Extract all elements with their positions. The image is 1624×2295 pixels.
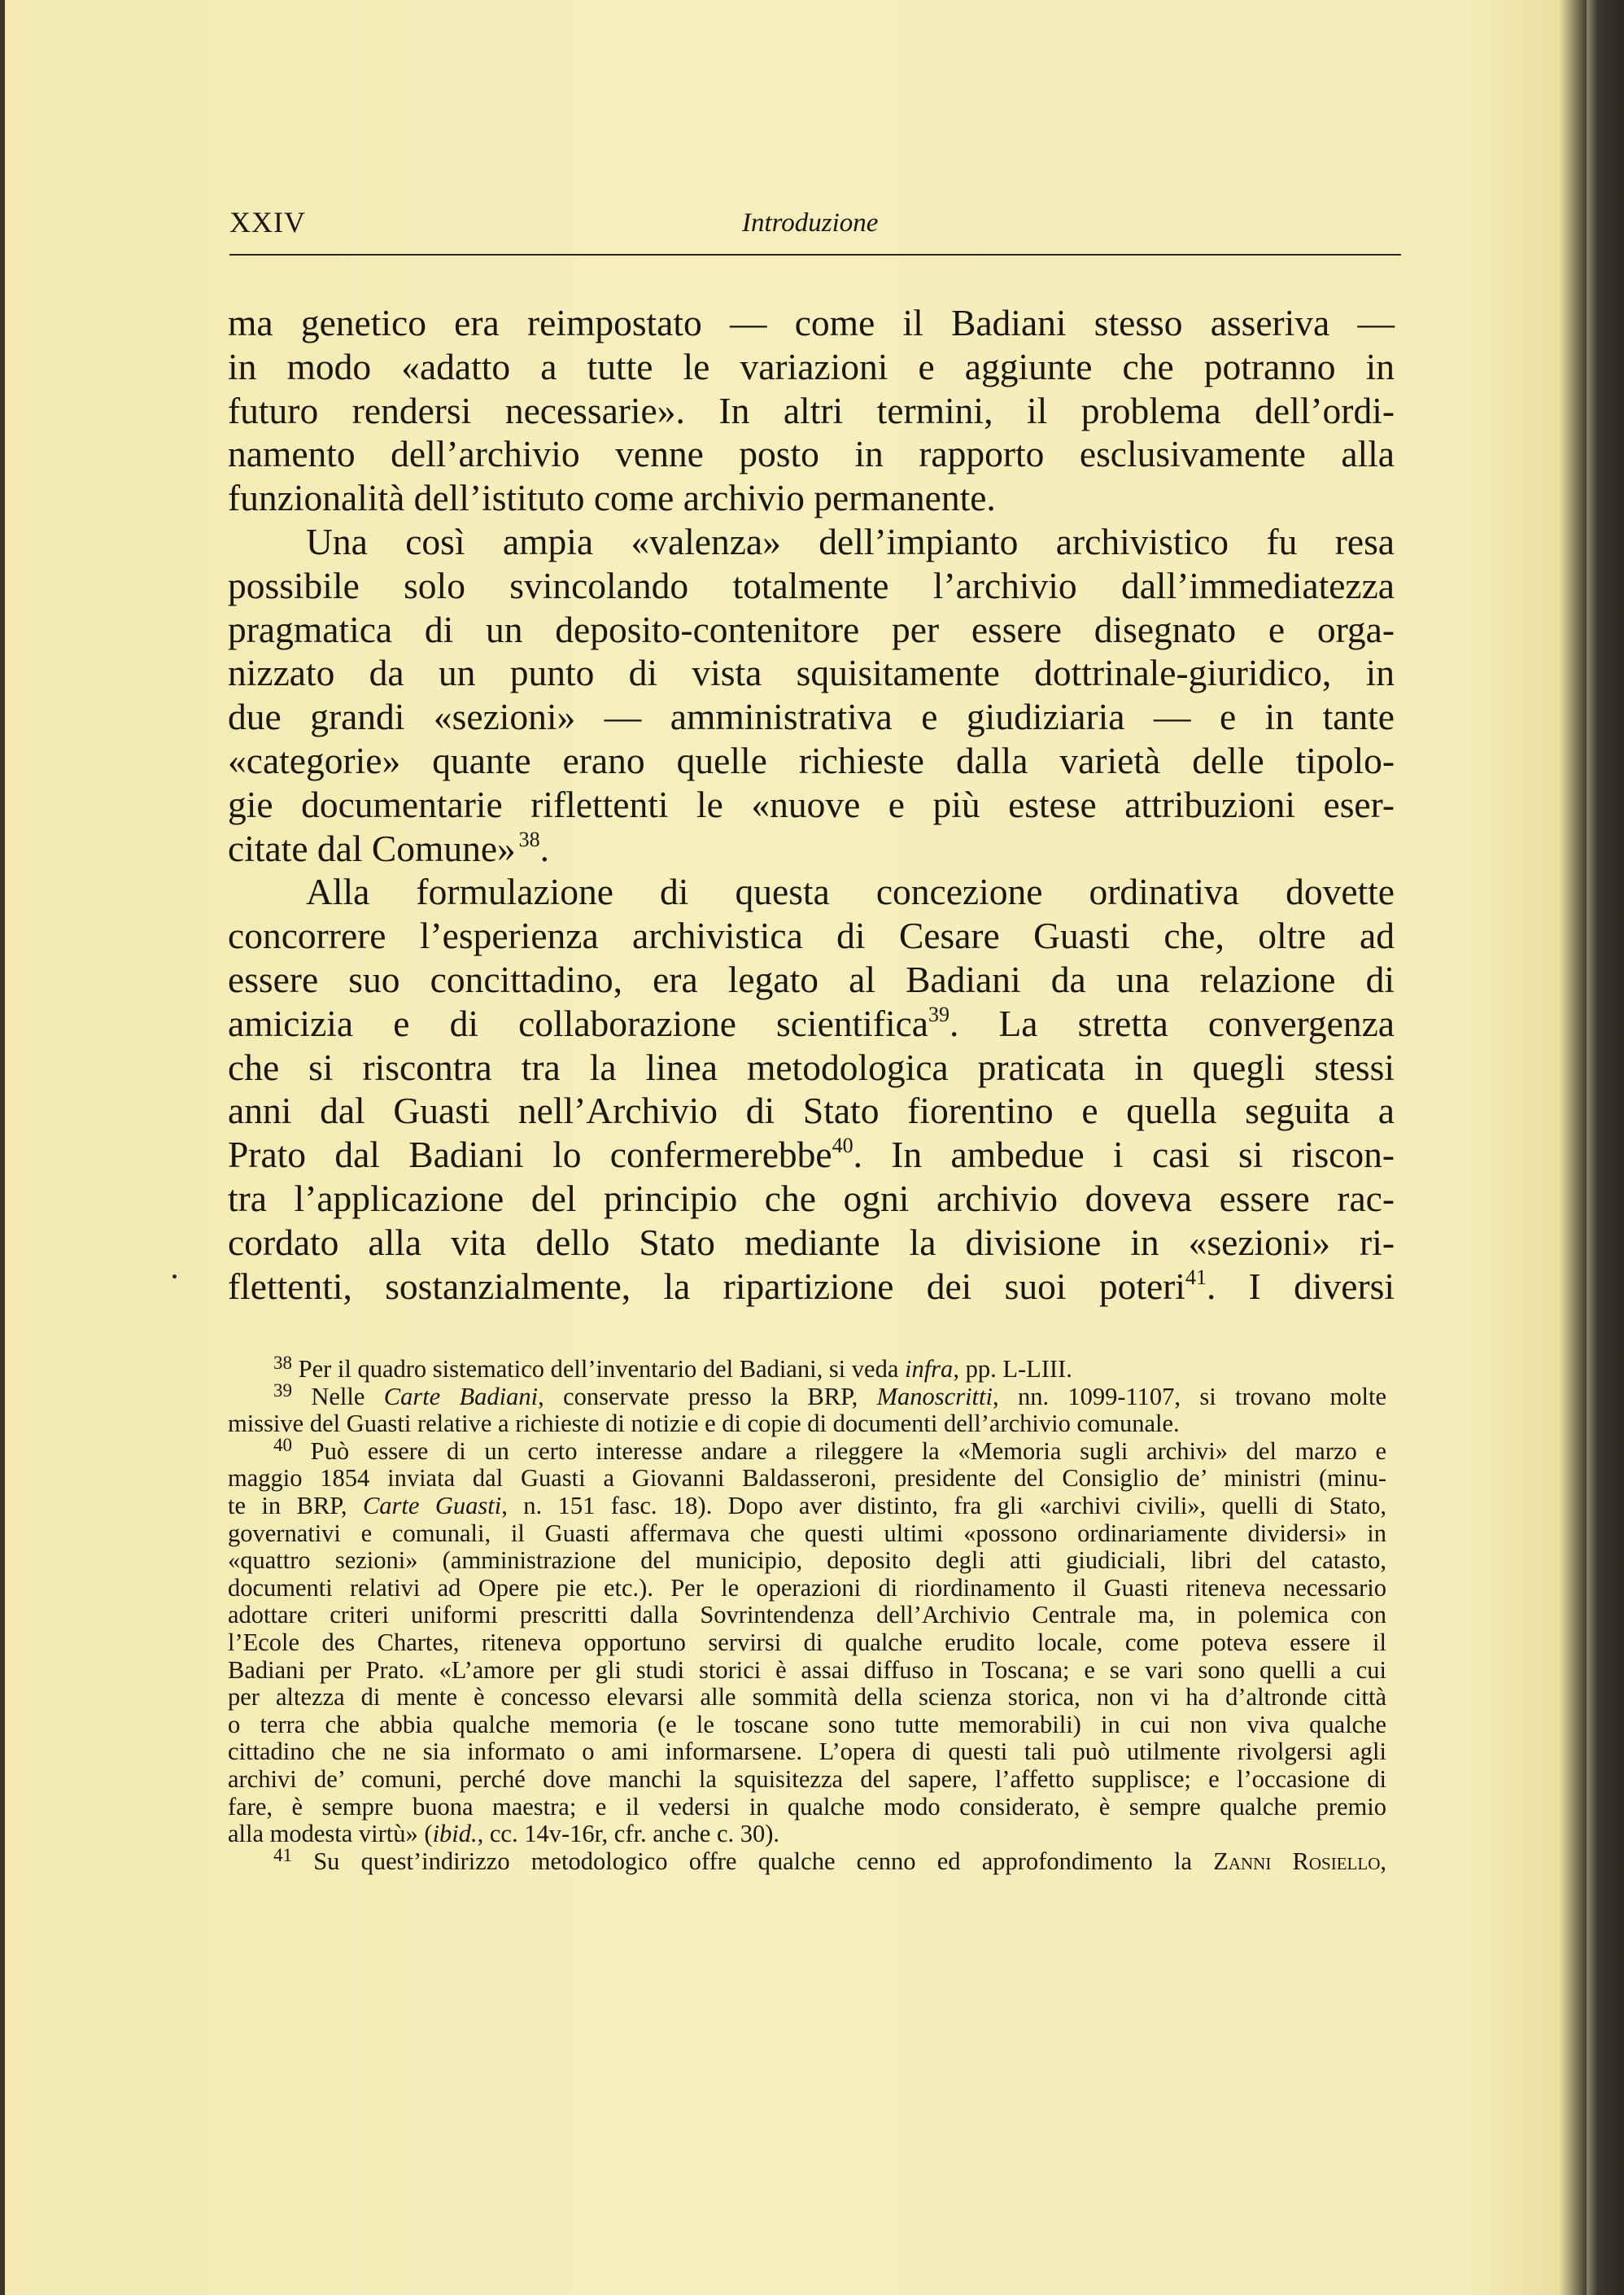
footnote-line: o terra che abbia qualche memoria (e le toscane sono tutte memorabili) in cui non viva qualche [228, 1710, 1386, 1738]
footnote-number: 39 [273, 1379, 292, 1401]
text-line: tra l’applicazione del principio che ogni archivio doveva essere rac- [228, 1177, 1395, 1219]
margin-mark [172, 1274, 177, 1279]
footnote-39: $^{39}$ Nelle Carte Badiani, conservate presso la BRP, Manoscritti, nn. 1099-1107, si trovano molte [273, 1379, 1387, 1410]
text-line: che si riscontra tra la linea metodologica praticata in quegli stessi [228, 1046, 1395, 1088]
text-line: in modo «adatto a tutte le variazioni e aggiunte che potranno in [228, 345, 1395, 387]
footnote-line: cittadino che ne sia informato o ami informarsene. L’opera di questi tali può utilmente rivolgersi agli [228, 1738, 1386, 1766]
footnote-number: 41 [273, 1844, 292, 1865]
page-header [229, 205, 1401, 256]
footnote-line: l’Ecole des Chartes, riteneva opportuno servirsi di qualche erudito locale, come poteva essere il [228, 1628, 1386, 1656]
text-line: Una così ampia «valenza» dell’impianto archivistico fu resa [306, 520, 1395, 562]
text-line: possibile solo svincolando totalmente l’archivio dall’immediatezza [228, 564, 1395, 606]
footnote-38: $^{38}$ Per il quadro sistematico dell’inventario del Badiani, si veda infra, pp. L-LIII. [273, 1353, 1072, 1383]
footnote-41: $^{41}$ Su quest’indirizzo metodologico offre qualche cenno ed approfondimento la Zanni Rosiello, [273, 1844, 1387, 1875]
text-line: nizzato da un punto di vista squisitamente dottrinale-giuridico, in [228, 652, 1395, 694]
text-line: concorrere l’esperienza archivistica di Cesare Guasti che, oltre ad [228, 915, 1395, 957]
footnotes [228, 1353, 1387, 1875]
text-line: citate dal Comune» $^{38}$. [228, 827, 549, 869]
footnote-ref-39[interactable]: 39 [928, 1002, 950, 1026]
footnote-line: fare, è sempre buona maestra; e il vedersi in qualche modo considerato, è sempre qualche premio [228, 1792, 1386, 1821]
text-line: ma genetico era reimpostato — come il Badiani stesso asseriva — [228, 302, 1395, 343]
text-line: anni dal Guasti nell’Archivio di Stato fiorentino e quella seguita a [228, 1090, 1395, 1132]
main-text [228, 301, 1395, 1308]
text-line [228, 1265, 1395, 1309]
scan-right-edge [1587, 0, 1624, 2295]
text-line [228, 1133, 1395, 1177]
footnote-ref-41[interactable]: 41 [1185, 1265, 1207, 1289]
footnote-ref-38[interactable]: 38 [518, 827, 540, 851]
running-title: Introduzione [742, 208, 879, 238]
footnote-line: te in BRP, Carte Guasti, n. 151 fasc. 18). Dopo aver distinto, fra gli «archivi civili», quelli di Stato, [228, 1491, 1386, 1519]
text-line: due grandi «sezioni» — amministrativa e giudiziaria — e in tante [228, 696, 1395, 738]
footnote-line: maggio 1854 inviata dal Guasti a Giovanni Baldasseroni, presidente del Consiglio de’ ministri (minu- [228, 1464, 1386, 1493]
text-line [228, 1002, 1395, 1046]
footnote-number: 40 [273, 1434, 292, 1455]
footnote-line: Badiani per Prato. «L’amore per gli studi storici è assai diffuso in Toscana; e se vari sono quelli a cui [228, 1655, 1386, 1684]
footnote-number: 38 [273, 1353, 292, 1373]
footnote-line: «quattro sezioni» (amministrazione del municipio, deposito degli atti giudiciali, libri del catasto, [228, 1546, 1386, 1575]
text-line: essere suo concittadino, era legato al Badiani da una relazione di [228, 958, 1395, 1000]
footnote-ref-40[interactable]: 40 [832, 1134, 853, 1158]
footnote-line: archivi de’ comuni, perché dove manchi la squisitezza del sapere, l’affetto supplisce; e l’occasione di [228, 1764, 1386, 1793]
page-number: XXIV [229, 206, 306, 238]
footnote-line: missive del Guasti relative a richieste di notizie e di copie di documenti dell’archivio comunale. [228, 1410, 1180, 1438]
footnote-40: $^{40}$ Può essere di un certo interesse andare a rileggere la «Memoria sugli archivi» del marzo e [273, 1434, 1386, 1465]
text-line: namento dell’archivio venne posto in rapporto esclusivamente alla [228, 433, 1395, 475]
text-segment: Prato dal Badiani lo confermerebbe [228, 1134, 832, 1176]
text-line: pragmatica di un deposito-contenitore per essere disegnato e orga- [228, 608, 1395, 650]
text-segment: flettenti, sostanzialmente, la ripartizione dei suoi poteri [228, 1265, 1185, 1307]
footnote-line: documenti relativi ad Opere pie etc.). Per le operazioni di riordinamento il Guasti riteneva necessario [228, 1573, 1386, 1602]
text-line: funzionalità dell’istituto come archivio permanente. [228, 477, 996, 519]
text-segment: . In ambedue i casi si riscon- [853, 1134, 1395, 1176]
text-line: «categorie» quante erano quelle richieste dalla varietà delle tipolo- [228, 739, 1395, 781]
footnote-line: adottare criteri uniformi prescritti dalla Sovrintendenza dell’Archivio Centrale ma, in polemica con [228, 1601, 1386, 1629]
footnote-line: alla modesta virtù» (ibid., cc. 14v-16r, cfr. anche c. 30). [228, 1820, 780, 1848]
text-line: futuro rendersi necessarie». In altri termini, il problema dell’ordi- [228, 389, 1395, 431]
text-segment: citate dal Comune» [228, 827, 516, 869]
text-line: Alla formulazione di questa concezione ordinativa dovette [306, 871, 1395, 913]
text-line: gie documentarie riflettenti le «nuove e più estese attribuzioni eser- [228, 783, 1395, 825]
text-segment: . I diversi [1206, 1265, 1395, 1307]
footnote-line: governativi e comunali, il Guasti affermava che questi ultimi «possono ordinariamente dividersi» in [228, 1519, 1386, 1547]
text-segment: . La stretta convergenza [949, 1002, 1395, 1044]
text-line: cordato alla vita dello Stato mediante la divisione in «sezioni» ri- [228, 1221, 1395, 1263]
footnote-line: per altezza di mente è concesso elevarsi alle sommità della scienza storica, non vi ha d’altronde città [228, 1683, 1386, 1711]
text-segment: amicizia e di collaborazione scientifica [228, 1002, 928, 1044]
scan-left-edge [0, 0, 5, 2295]
